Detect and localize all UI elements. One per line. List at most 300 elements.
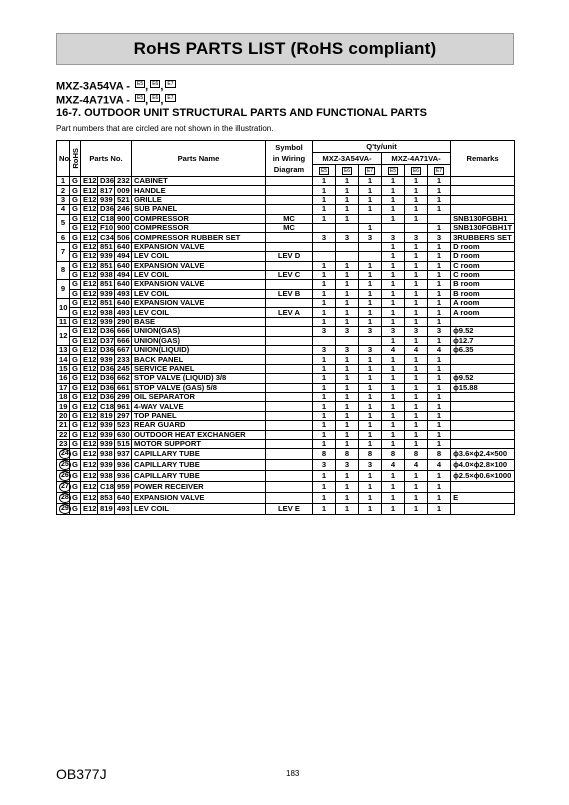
part-no-prefix: E12: [81, 460, 98, 471]
qty-cell: 1: [313, 504, 336, 515]
qty-cell: 3: [359, 233, 382, 242]
part-no-prefix: E12: [81, 280, 98, 289]
qty-cell: 1: [336, 280, 359, 289]
qty-cell: 1: [359, 392, 382, 401]
rohs-flag: G: [70, 308, 81, 317]
qty-cell: 8: [359, 449, 382, 460]
qty-cell: 1: [313, 186, 336, 195]
document-code: OB377J: [56, 766, 107, 782]
rohs-flag: G: [70, 482, 81, 493]
wiring-symbol: LEV A: [266, 308, 313, 317]
qty-cell: 1: [336, 195, 359, 204]
qty-cell: [405, 223, 428, 232]
remarks-cell: ϕ4.0×ϕ2.8×100: [451, 460, 515, 471]
rohs-flag: G: [70, 504, 81, 515]
remarks-cell: [451, 177, 515, 186]
wiring-symbol: MC: [266, 223, 313, 232]
wiring-symbol: [266, 430, 313, 439]
part-no-prefix: E12: [81, 471, 98, 482]
qty-cell: 4: [405, 346, 428, 355]
part-name: EXPANSION VALVE: [132, 280, 266, 289]
qty-cell: 1: [382, 421, 405, 430]
part-no-prefix: E12: [81, 439, 98, 448]
qty-cell: 1: [382, 205, 405, 214]
part-no-suffix: 640: [115, 242, 132, 251]
wiring-symbol: [266, 177, 313, 186]
part-no-suffix: 232: [115, 177, 132, 186]
part-no-group: 938: [98, 449, 115, 460]
row-number: [57, 493, 70, 504]
qty-cell: 1: [428, 195, 451, 204]
qty-cell: 1: [428, 355, 451, 364]
part-no-group: C34: [98, 233, 115, 242]
col-model-a: MXZ-3A54VA-: [313, 153, 382, 165]
part-name: TOP PANEL: [132, 411, 266, 420]
wiring-symbol: [266, 299, 313, 308]
rohs-flag: G: [70, 252, 81, 261]
row-number: 5: [57, 214, 70, 233]
remarks-cell: A room: [451, 308, 515, 317]
qty-cell: 1: [359, 177, 382, 186]
part-name: LEV COIL: [132, 252, 266, 261]
part-no-prefix: E12: [81, 214, 98, 223]
qty-cell: 1: [405, 421, 428, 430]
wiring-symbol: [266, 205, 313, 214]
remarks-cell: A room: [451, 299, 515, 308]
wiring-symbol: [266, 374, 313, 383]
part-no-suffix: 009: [115, 186, 132, 195]
circled-number: 24: [61, 450, 69, 458]
model-line-2: MXZ-4A71VA - E5 , E6 , E7: [56, 94, 174, 107]
qty-cell: 1: [336, 261, 359, 270]
remarks-cell: [451, 186, 515, 195]
part-no-prefix: E12: [81, 177, 98, 186]
part-name: BASE: [132, 317, 266, 326]
section-title: 16-7. OUTDOOR UNIT STRUCTURAL PARTS AND FUNCTIONAL PARTS: [56, 107, 427, 119]
qty-cell: 1: [382, 374, 405, 383]
table-row: [57, 205, 515, 214]
remarks-cell: [451, 355, 515, 364]
qty-cell: 1: [313, 482, 336, 493]
part-name: COMPRESSOR RUBBER SET: [132, 233, 266, 242]
qty-cell: 1: [405, 261, 428, 270]
part-no-suffix: 494: [115, 270, 132, 279]
table-row: [57, 270, 515, 279]
parts-table: [56, 140, 515, 515]
table-row: [57, 261, 515, 270]
qty-cell: 1: [359, 289, 382, 298]
qty-cell: 1: [405, 402, 428, 411]
row-number: 6: [57, 233, 70, 242]
part-no-group: D37: [98, 336, 115, 345]
qty-cell: 1: [359, 439, 382, 448]
qty-cell: 1: [428, 261, 451, 270]
qty-cell: 3: [336, 233, 359, 242]
table-row: [57, 336, 515, 345]
rohs-flag: G: [70, 223, 81, 232]
qty-cell: 4: [382, 460, 405, 471]
qty-cell: 1: [405, 252, 428, 261]
qty-cell: 1: [336, 439, 359, 448]
part-no-suffix: 937: [115, 449, 132, 460]
rohs-flag: G: [70, 439, 81, 448]
rohs-flag: G: [70, 186, 81, 195]
col-no: No.: [57, 141, 70, 177]
qty-cell: 1: [405, 355, 428, 364]
row-number: 10: [57, 299, 70, 318]
qty-cell: 1: [428, 493, 451, 504]
rohs-flag: G: [70, 392, 81, 401]
qty-cell: 1: [336, 186, 359, 195]
qty-cell: 1: [359, 270, 382, 279]
qty-cell: 8: [405, 449, 428, 460]
qty-cell: 1: [359, 504, 382, 515]
part-name: COMPRESSOR: [132, 223, 266, 232]
wiring-symbol: [266, 460, 313, 471]
part-no-suffix: 493: [115, 504, 132, 515]
remarks-cell: [451, 482, 515, 493]
qty-cell: 1: [382, 430, 405, 439]
part-no-suffix: 936: [115, 471, 132, 482]
part-no-prefix: E12: [81, 482, 98, 493]
sub-code: E6: [412, 168, 420, 174]
qty-cell: 1: [405, 280, 428, 289]
qty-cell: 1: [336, 411, 359, 420]
col-model-b: MXZ-4A71VA-: [382, 153, 451, 165]
remarks-cell: ϕ9.52: [451, 374, 515, 383]
part-no-prefix: E12: [81, 374, 98, 383]
part-no-group: 819: [98, 504, 115, 515]
part-no-suffix: 640: [115, 280, 132, 289]
table-row: [57, 252, 515, 261]
qty-cell: [382, 223, 405, 232]
table-row: [57, 364, 515, 373]
qty-cell: 1: [382, 308, 405, 317]
part-no-group: 939: [98, 430, 115, 439]
qty-cell: 1: [336, 430, 359, 439]
wiring-symbol: [266, 186, 313, 195]
qty-cell: 1: [382, 270, 405, 279]
part-no-suffix: 666: [115, 336, 132, 345]
remarks-cell: D room: [451, 242, 515, 251]
qty-cell: 1: [359, 299, 382, 308]
part-no-suffix: 640: [115, 261, 132, 270]
qty-cell: 1: [428, 177, 451, 186]
sub-code: E5: [389, 168, 397, 174]
wiring-symbol: [266, 233, 313, 242]
qty-cell: 1: [428, 402, 451, 411]
qty-cell: [359, 214, 382, 223]
table-row: [57, 280, 515, 289]
qty-cell: 1: [336, 289, 359, 298]
qty-cell: 3: [336, 346, 359, 355]
qty-cell: 3: [382, 327, 405, 336]
rohs-flag: G: [70, 374, 81, 383]
table-row: [57, 449, 515, 460]
qty-cell: 3: [313, 346, 336, 355]
part-name: LEV COIL: [132, 504, 266, 515]
part-no-suffix: 246: [115, 205, 132, 214]
wiring-symbol: [266, 471, 313, 482]
qty-cell: 3: [313, 233, 336, 242]
part-no-group: 938: [98, 471, 115, 482]
qty-cell: 1: [428, 242, 451, 251]
part-no-prefix: E12: [81, 261, 98, 270]
part-no-group: 939: [98, 460, 115, 471]
qty-cell: 1: [405, 471, 428, 482]
qty-cell: 1: [336, 504, 359, 515]
table-row: [57, 233, 515, 242]
qty-cell: 1: [405, 493, 428, 504]
row-number: 20: [57, 411, 70, 420]
qty-cell: [359, 336, 382, 345]
qty-cell: 1: [359, 364, 382, 373]
qty-cell: 1: [405, 482, 428, 493]
part-no-suffix: 493: [115, 289, 132, 298]
qty-cell: [428, 214, 451, 223]
qty-cell: 1: [382, 439, 405, 448]
row-number: 12: [57, 327, 70, 346]
part-name: OIL SEPARATOR: [132, 392, 266, 401]
part-no-prefix: E12: [81, 233, 98, 242]
model-box: E5: [137, 81, 144, 87]
part-name: CAPILLARY TUBE: [132, 460, 266, 471]
qty-cell: 1: [405, 270, 428, 279]
model-name: MXZ-3A54VA -: [56, 80, 134, 93]
rohs-flag: G: [70, 233, 81, 242]
part-name: STOP VALVE (LIQUID) 3/8: [132, 374, 266, 383]
remarks-cell: [451, 504, 515, 515]
part-no-group: 851: [98, 280, 115, 289]
rohs-flag: G: [70, 205, 81, 214]
row-number: 2: [57, 186, 70, 195]
qty-cell: 1: [405, 383, 428, 392]
table-header-row: [57, 141, 515, 153]
table-row: [57, 355, 515, 364]
remarks-cell: C room: [451, 261, 515, 270]
table-row: [57, 317, 515, 326]
qty-cell: 1: [428, 299, 451, 308]
part-no-suffix: 515: [115, 439, 132, 448]
table-row: [57, 223, 515, 232]
qty-cell: [313, 252, 336, 261]
qty-cell: [336, 223, 359, 232]
part-no-prefix: E12: [81, 205, 98, 214]
rohs-flag: G: [70, 299, 81, 308]
remarks-cell: ϕ2.5×ϕ0.6×1000: [451, 471, 515, 482]
rohs-flag: G: [70, 214, 81, 223]
sub-code: E5: [320, 168, 328, 174]
part-no-prefix: E12: [81, 449, 98, 460]
row-number: 15: [57, 364, 70, 373]
part-no-group: C18: [98, 214, 115, 223]
row-number: [57, 471, 70, 482]
wiring-symbol: [266, 364, 313, 373]
qty-cell: 1: [313, 261, 336, 270]
qty-cell: 1: [428, 280, 451, 289]
table-row: [57, 460, 515, 471]
qty-cell: 1: [359, 374, 382, 383]
qty-cell: [336, 252, 359, 261]
qty-cell: 1: [336, 299, 359, 308]
remarks-cell: ϕ9.52: [451, 327, 515, 336]
rohs-flag: G: [70, 493, 81, 504]
qty-cell: 1: [382, 504, 405, 515]
wiring-symbol: [266, 327, 313, 336]
row-number: 1: [57, 177, 70, 186]
part-name: OUTDOOR HEAT EXCHANGER: [132, 430, 266, 439]
part-name: MOTOR SUPPORT: [132, 439, 266, 448]
rohs-flag: G: [70, 195, 81, 204]
col-remarks: Remarks: [451, 141, 515, 177]
qty-cell: [313, 223, 336, 232]
qty-cell: 4: [428, 346, 451, 355]
part-no-group: D36: [98, 346, 115, 355]
remarks-cell: SNB130FGBH1: [451, 214, 515, 223]
part-no-suffix: 630: [115, 430, 132, 439]
circled-number: 25: [61, 461, 69, 469]
part-name: LEV COIL: [132, 270, 266, 279]
part-no-prefix: E12: [81, 493, 98, 504]
part-no-prefix: E12: [81, 411, 98, 420]
part-no-prefix: E12: [81, 364, 98, 373]
qty-cell: 1: [313, 402, 336, 411]
wiring-symbol: [266, 421, 313, 430]
part-no-group: F10: [98, 223, 115, 232]
page-number: 183: [286, 769, 300, 778]
qty-cell: 8: [313, 449, 336, 460]
col-rohs: RoHS: [70, 141, 81, 177]
qty-cell: 1: [382, 402, 405, 411]
qty-cell: 1: [428, 471, 451, 482]
qty-cell: 1: [428, 439, 451, 448]
qty-cell: 1: [336, 308, 359, 317]
model-box: E6: [152, 95, 159, 101]
wiring-symbol: [266, 336, 313, 345]
qty-cell: 4: [428, 460, 451, 471]
qty-cell: 1: [359, 421, 382, 430]
table-row: [57, 471, 515, 482]
row-number: 7: [57, 242, 70, 261]
part-no-prefix: E12: [81, 336, 98, 345]
model-box: E6: [152, 81, 159, 87]
circled-number: 26: [61, 472, 69, 480]
part-name: CAPILLARY TUBE: [132, 449, 266, 460]
qty-cell: 1: [359, 411, 382, 420]
illustration-note: Part numbers that are circled are not shown in the illustration.: [56, 124, 274, 133]
qty-cell: 1: [313, 205, 336, 214]
part-name: UNION(LIQUID): [132, 346, 266, 355]
table-row: [57, 186, 515, 195]
qty-cell: 1: [359, 186, 382, 195]
part-no-group: 939: [98, 421, 115, 430]
qty-cell: 1: [336, 493, 359, 504]
part-no-group: 819: [98, 411, 115, 420]
wiring-symbol: [266, 317, 313, 326]
qty-cell: 1: [313, 374, 336, 383]
qty-cell: 1: [405, 299, 428, 308]
qty-cell: 1: [313, 439, 336, 448]
qty-cell: 1: [405, 195, 428, 204]
qty-cell: 8: [336, 449, 359, 460]
row-number: [57, 504, 70, 515]
part-no-group: D36: [98, 327, 115, 336]
row-number: 9: [57, 280, 70, 299]
qty-cell: 1: [428, 374, 451, 383]
qty-cell: 1: [405, 439, 428, 448]
qty-cell: 3: [428, 327, 451, 336]
qty-cell: 3: [359, 327, 382, 336]
qty-cell: 3: [336, 327, 359, 336]
qty-cell: 1: [313, 430, 336, 439]
qty-cell: 1: [359, 493, 382, 504]
qty-cell: [359, 242, 382, 251]
row-number: 14: [57, 355, 70, 364]
qty-cell: 1: [313, 383, 336, 392]
remarks-cell: E: [451, 493, 515, 504]
part-no-group: 939: [98, 355, 115, 364]
remarks-cell: [451, 317, 515, 326]
qty-cell: 1: [313, 280, 336, 289]
part-name: EXPANSION VALVE: [132, 261, 266, 270]
part-no-suffix: 900: [115, 223, 132, 232]
part-name: BACK PANEL: [132, 355, 266, 364]
row-number: 4: [57, 205, 70, 214]
table-row: [57, 289, 515, 298]
qty-cell: 1: [382, 411, 405, 420]
wiring-symbol: [266, 402, 313, 411]
rohs-flag: G: [70, 364, 81, 373]
part-name: CAPILLARY TUBE: [132, 471, 266, 482]
row-number: 21: [57, 421, 70, 430]
qty-cell: 1: [428, 205, 451, 214]
table-row: [57, 392, 515, 401]
qty-cell: 1: [405, 242, 428, 251]
table-row: [57, 383, 515, 392]
part-no-suffix: 661: [115, 383, 132, 392]
part-name: EXPANSION VALVE: [132, 242, 266, 251]
qty-cell: 1: [428, 421, 451, 430]
part-no-prefix: E12: [81, 186, 98, 195]
qty-cell: 1: [405, 374, 428, 383]
part-no-group: D36: [98, 392, 115, 401]
remarks-cell: [451, 195, 515, 204]
qty-cell: 1: [428, 430, 451, 439]
rohs-flag: G: [70, 289, 81, 298]
qty-cell: 1: [382, 261, 405, 270]
qty-cell: 1: [359, 383, 382, 392]
qty-cell: 1: [336, 482, 359, 493]
wiring-symbol: LEV D: [266, 252, 313, 261]
wiring-symbol: [266, 383, 313, 392]
part-no-prefix: E12: [81, 223, 98, 232]
part-no-prefix: E12: [81, 383, 98, 392]
qty-cell: 1: [359, 205, 382, 214]
wiring-symbol: [266, 242, 313, 251]
qty-cell: 1: [382, 317, 405, 326]
qty-cell: 1: [359, 261, 382, 270]
qty-cell: 1: [336, 317, 359, 326]
rohs-flag: G: [70, 421, 81, 430]
rohs-flag: G: [70, 242, 81, 251]
remarks-cell: [451, 205, 515, 214]
qty-cell: [313, 336, 336, 345]
rohs-flag: G: [70, 471, 81, 482]
part-no-prefix: E12: [81, 355, 98, 364]
part-no-prefix: E12: [81, 430, 98, 439]
part-name: LEV COIL: [132, 289, 266, 298]
part-name: SERVICE PANEL: [132, 364, 266, 373]
